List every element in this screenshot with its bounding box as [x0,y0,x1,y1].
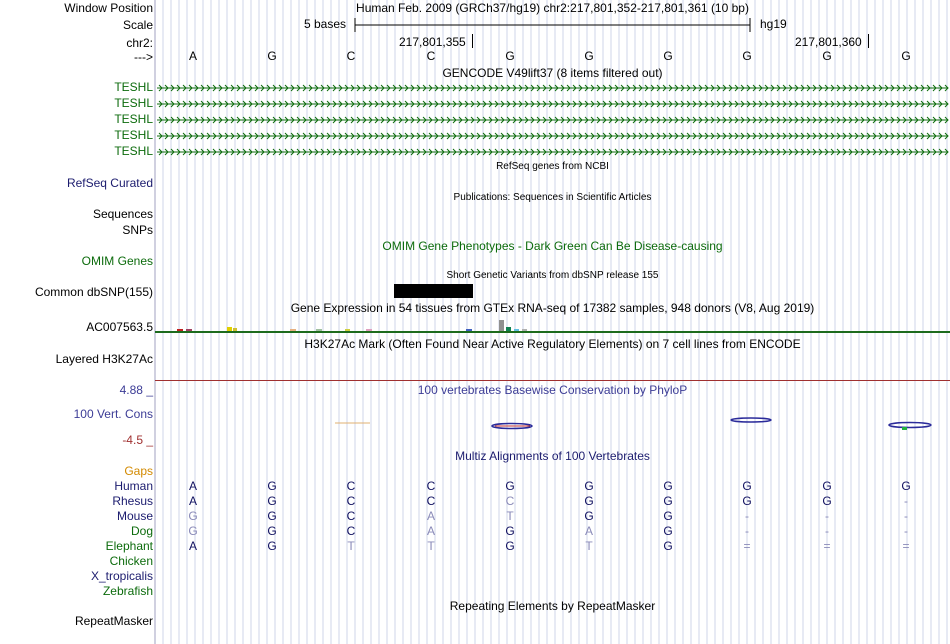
aligned-base: A [188,494,197,508]
cons-max: 4.88 _ [119,383,153,397]
aligned-base: T [506,509,514,523]
aligned-base: G [901,479,911,493]
window-position-label: Window Position [64,1,153,15]
aligned-base: G [267,479,277,493]
gencode-row-label[interactable]: TESHL [114,144,153,158]
aligned-base: G [584,479,594,493]
reference-base: G [822,49,832,63]
gencode-row-label[interactable]: TESHL [114,112,153,126]
aligned-base: A [188,539,197,553]
gtex-label[interactable]: AC007563.5 [86,320,153,334]
gtex-baseline [155,331,950,333]
coord-1: 217,801,355 [399,35,466,49]
aligned-base: G [663,539,673,553]
gencode-transcript-line[interactable] [155,83,950,93]
aligned-base: - [904,509,908,523]
gencode-transcript-line[interactable] [155,99,950,109]
species-label[interactable]: Rhesus [112,494,153,508]
gaps-label[interactable]: Gaps [124,464,153,478]
cons-title[interactable]: 100 vertebrates Basewise Conservation by PhyloP [417,383,688,397]
aligned-base: A [426,524,435,538]
aligned-base: G [267,524,277,538]
chrom-label: chr2: [126,36,153,50]
species-label[interactable]: Chicken [109,554,153,568]
aligned-base: G [505,539,515,553]
dbsnp-variant-block[interactable] [394,284,473,298]
aligned-base: G [584,509,594,523]
strand-label: ---> [134,50,153,64]
aligned-base: T [347,539,355,553]
h3k27ac-baseline [155,380,950,381]
gencode-transcript-line[interactable] [155,115,950,125]
species-label[interactable]: Mouse [116,509,153,523]
aligned-base: G [822,494,832,508]
aligned-base: G [742,479,752,493]
dbsnp-label[interactable]: Common dbSNP(155) [34,285,153,299]
aligned-base: - [904,494,908,508]
aligned-base: G [663,524,673,538]
reference-base: G [742,49,752,63]
aligned-base: = [902,539,910,553]
reference-base: G [901,49,911,63]
aligned-base: - [825,509,829,523]
gencode-row-label[interactable]: TESHL [114,128,153,142]
aligned-base: = [743,539,751,553]
aligned-base: C [346,524,356,538]
aligned-base: G [505,479,515,493]
aligned-base: G [188,509,198,523]
scale-bar [353,17,753,33]
aligned-base: C [426,479,436,493]
aligned-base: - [745,509,749,523]
dbsnp-title[interactable]: Short Genetic Variants from dbSNP release 155 [446,270,659,281]
reference-base: C [346,49,356,63]
repeat-label[interactable]: RepeatMasker [74,614,153,628]
aligned-base: A [188,479,197,493]
aligned-base: T [427,539,435,553]
aligned-base: A [584,524,593,538]
aligned-base: G [584,494,594,508]
window-position-value: Human Feb. 2009 (GRCh37/hg19) chr2:217,801,352-217,801,361 (10 bp) [356,1,749,15]
aligned-base: - [745,524,749,538]
species-label[interactable]: Zebrafish [102,584,153,598]
cons-label[interactable]: 100 Vert. Cons [73,407,153,421]
reference-base: G [267,49,277,63]
sequences-label[interactable]: Sequences [92,207,153,221]
gencode-transcript-line[interactable] [155,147,950,157]
coord-1-tick [472,34,473,48]
aligned-base: C [346,494,356,508]
omim-title[interactable]: OMIM Gene Phenotypes - Dark Green Can Be Disease-causing [382,239,723,253]
aligned-base: C [505,494,515,508]
refseq-title[interactable]: RefSeq genes from NCBI [496,161,609,172]
scale-bases: 5 bases [304,17,347,31]
gencode-row-label[interactable]: TESHL [114,96,153,110]
aligned-base: G [188,524,198,538]
coord-2: 217,801,360 [795,35,862,49]
refseq-label[interactable]: RefSeq Curated [66,176,153,190]
scale-assembly: hg19 [760,17,787,31]
reference-base: G [663,49,673,63]
aligned-base: G [267,509,277,523]
reference-base: C [426,49,436,63]
cons-plot[interactable] [330,415,940,435]
multiz-title[interactable]: Multiz Alignments of 100 Vertebrates [455,449,650,463]
snps-label[interactable]: SNPs [122,223,153,237]
reference-base: A [188,49,197,63]
species-label[interactable]: Dog [130,524,153,538]
aligned-base: G [822,479,832,493]
aligned-base: G [663,509,673,523]
aligned-base: = [823,539,831,553]
aligned-base: G [663,479,673,493]
h3k27ac-label[interactable]: Layered H3K27Ac [55,352,153,366]
aligned-base: A [426,509,435,523]
aligned-base: C [426,494,436,508]
aligned-base: C [346,479,356,493]
species-label[interactable]: Human [114,479,153,493]
species-label[interactable]: Elephant [105,539,153,553]
aligned-base: C [346,509,356,523]
coord-2-tick [868,34,869,48]
pubs-title[interactable]: Publications: Sequences in Scientific Articles [453,192,652,203]
scale-label: Scale [122,18,153,32]
aligned-base: G [505,524,515,538]
reference-base: G [505,49,515,63]
h3k27ac-title[interactable]: H3K27Ac Mark (Often Found Near Active Regulatory Elements) on 7 cell lines from ENCODE [304,337,801,351]
gtex-expression-bars[interactable] [170,318,550,332]
aligned-base: T [585,539,593,553]
gencode-transcript-line[interactable] [155,131,950,141]
gtex-title[interactable]: Gene Expression in 54 tissues from GTEx RNA-seq of 17382 samples, 948 donors (V8, Aug 2019) [290,301,815,315]
gencode-title[interactable]: GENCODE V49lift37 (8 items filtered out) [442,66,663,80]
aligned-base: - [904,524,908,538]
aligned-base: G [742,494,752,508]
repeat-title[interactable]: Repeating Elements by RepeatMasker [449,599,656,613]
aligned-base: G [267,539,277,553]
gencode-row-label[interactable]: TESHL [114,80,153,94]
species-label[interactable]: X_tropicalis [90,569,153,583]
reference-base: G [584,49,594,63]
cons-min: -4.5 _ [122,433,153,447]
omim-label[interactable]: OMIM Genes [81,254,153,268]
aligned-base: G [267,494,277,508]
aligned-base: G [663,494,673,508]
aligned-base: - [825,524,829,538]
